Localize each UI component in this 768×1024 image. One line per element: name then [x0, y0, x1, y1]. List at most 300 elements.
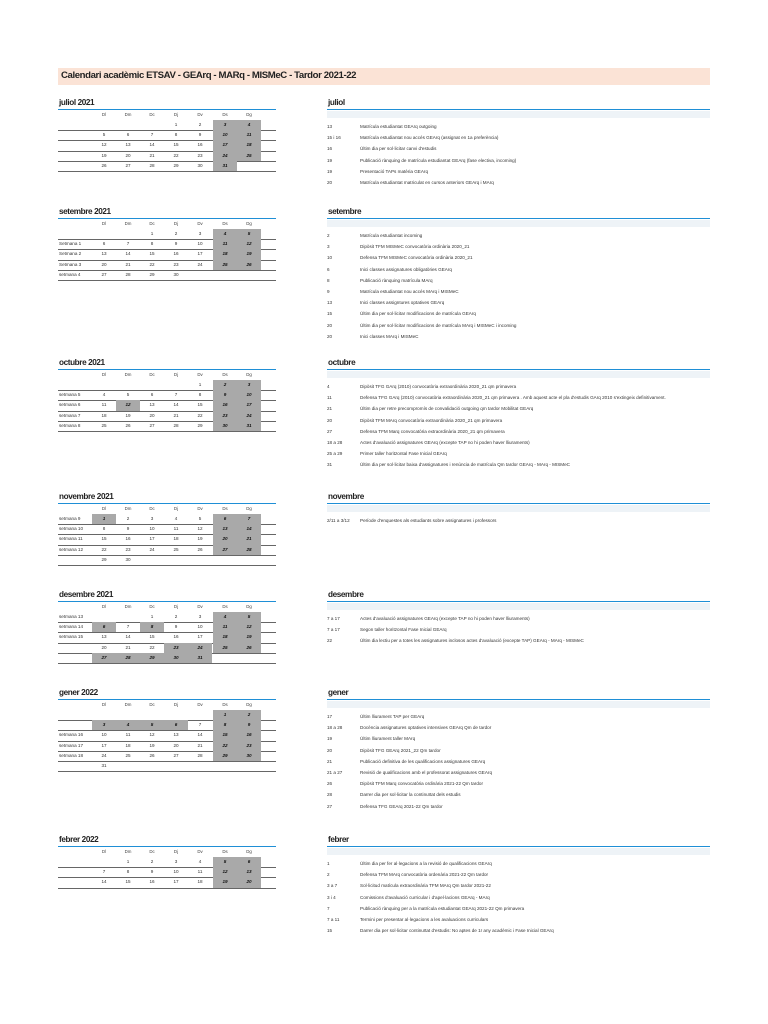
- event-text: Darrer dia per sol·licitar la continuïtat dels estudis: [360, 792, 461, 798]
- day-cell: 28: [197, 752, 203, 758]
- day-cell: 8: [174, 132, 178, 138]
- day-cell: 15: [101, 536, 107, 542]
- weekday-header: Dl: [101, 849, 107, 854]
- day-cell: 25: [213, 260, 237, 270]
- day-cell: 1: [174, 122, 178, 127]
- event-row: [327, 231, 717, 242]
- week-row: [58, 421, 276, 432]
- event-date: 9: [327, 289, 330, 294]
- day-cell: 6: [213, 514, 237, 524]
- day-cell: 11: [237, 130, 261, 140]
- day-cell: 14: [101, 879, 107, 885]
- event-row: [327, 393, 717, 404]
- week-label: setmana 8: [59, 422, 81, 428]
- day-cell: 8: [150, 241, 154, 247]
- day-cell: [116, 761, 140, 771]
- day-cell: 19: [125, 412, 131, 418]
- day-cell: 19: [213, 877, 237, 887]
- week-label: setmana 5: [59, 392, 81, 398]
- event-text: Dipòsit TFM MISMeC convocatòria ordinària 2020_21: [360, 244, 470, 250]
- day-cell: 23: [197, 152, 203, 158]
- event-row: [327, 870, 717, 881]
- weekday-header: Ds: [222, 702, 228, 707]
- event-row: [327, 460, 717, 471]
- event-row: [327, 253, 717, 264]
- day-cell: 4: [116, 720, 140, 730]
- day-cell: 8: [102, 526, 106, 532]
- day-cell: 19: [197, 536, 203, 542]
- weekday-header: Dl: [101, 221, 107, 226]
- event-row: [327, 427, 717, 438]
- day-cell: 8: [140, 622, 164, 632]
- event-date: 20: [327, 747, 333, 753]
- event-text: Termini per presentar al·legacions a les avaluacions curriculars: [360, 917, 489, 922]
- event-date: 27: [327, 803, 333, 809]
- weekday-header: Dj: [173, 604, 179, 609]
- day-cell: 19: [101, 152, 107, 158]
- weekday-header: Dg: [246, 112, 252, 117]
- day-cell: 9: [237, 720, 261, 730]
- event-text: Publicació definitiva de les qualificacions assignatures GEArq: [360, 758, 486, 764]
- month-events-subrule: [327, 220, 710, 227]
- day-cell: 22: [213, 741, 237, 751]
- day-cell: 29: [213, 751, 237, 761]
- day-cell: 19: [149, 742, 155, 748]
- event-row: [327, 332, 717, 343]
- weekday-header: Dm: [124, 221, 132, 226]
- month-events-subrule: [327, 111, 710, 118]
- day-cell: 29: [197, 422, 203, 428]
- week-label: setmana 16: [59, 732, 84, 738]
- weekday-header: Dm: [124, 112, 132, 117]
- weekday-header-row: [58, 110, 276, 120]
- event-text: Inici classes assigntures optatives GEArq: [360, 300, 445, 306]
- day-cell: 24: [188, 643, 212, 653]
- event-date: 7: [327, 905, 330, 911]
- weekday-header: Dc: [149, 702, 155, 707]
- day-cell: [164, 380, 188, 390]
- day-cell: 26: [237, 643, 261, 653]
- day-cell: 20: [237, 877, 261, 887]
- day-cell: [237, 161, 261, 171]
- month-grid-title: gener 2022: [59, 688, 98, 697]
- day-cell: 27: [213, 545, 237, 555]
- week-label: setmana 18: [59, 752, 84, 758]
- event-row: [327, 122, 717, 133]
- weekday-header: Dv: [197, 604, 203, 609]
- day-cell: 12: [149, 732, 155, 738]
- day-cell: 27: [125, 162, 131, 168]
- event-text: Dipòsit TFM Marq convocatòria ordinària 2021-22 Qm tardor: [360, 781, 483, 787]
- weekday-header: Dg: [246, 372, 252, 377]
- week-label: Setmana 3: [59, 261, 82, 267]
- weekday-header: Dv: [197, 702, 203, 707]
- day-cell: 13: [237, 867, 261, 877]
- day-cell: 26: [237, 260, 261, 270]
- day-cell: 20: [101, 261, 107, 267]
- event-row: [327, 746, 717, 757]
- day-cell: 23: [125, 546, 131, 552]
- day-cell: 11: [213, 622, 237, 632]
- day-cell: 16: [197, 142, 203, 148]
- event-text: Defensa TFM MArq convocatòria ordenària 2021-22 Qm tardor: [360, 872, 489, 878]
- day-cell: 2: [126, 516, 130, 521]
- weekday-header: Dj: [173, 112, 179, 117]
- day-cell: 18: [237, 140, 261, 150]
- weekday-header: Dv: [197, 506, 203, 511]
- month-events-title: octubre: [328, 358, 356, 367]
- day-cell: 13: [101, 634, 107, 640]
- event-text: Últim dia per sol·licitar modificacions de matrícula MArq i MISMeC i incoming: [360, 322, 517, 328]
- day-cell: 20: [125, 152, 131, 158]
- day-cell: 11: [125, 732, 131, 738]
- event-row: [327, 144, 717, 155]
- day-cell: 6: [164, 720, 188, 730]
- day-cell: 18: [173, 536, 179, 542]
- day-cell: 14: [237, 524, 261, 534]
- day-cell: [92, 229, 116, 239]
- day-cell: 11: [213, 239, 237, 249]
- event-row: [327, 625, 717, 636]
- event-text: Últim dia lectiu per a totes les assignatures inclosos actes d'avaluació (excepte TAP) GEArq - MArq - MISMeC: [360, 638, 584, 644]
- day-cell: 16: [237, 730, 261, 740]
- day-cell: 12: [237, 622, 261, 632]
- week-label: setmana 17: [59, 742, 84, 748]
- day-cell: 23: [213, 411, 237, 421]
- day-cell: 22: [149, 261, 155, 267]
- weekday-header: Dv: [197, 221, 203, 226]
- event-text: Publicació rànquing matrícula MArq: [360, 277, 433, 283]
- day-cell: 10: [173, 869, 179, 875]
- week-label: setmana 15: [59, 634, 84, 640]
- week-label: setmana 4: [59, 271, 81, 277]
- day-cell: 1: [126, 859, 130, 864]
- event-text: Matrícula estudiantat incoming: [360, 233, 423, 238]
- event-row: [327, 382, 717, 393]
- weekday-header: Ds: [222, 221, 228, 226]
- event-text: Defensa TFM MISMeC convocatòria ordinària 2020_21: [360, 255, 473, 261]
- event-date: 3 a 7: [327, 883, 338, 889]
- event-text: Últim lliurament TAP per GEArq: [360, 714, 425, 719]
- weekday-header: Dg: [246, 221, 252, 226]
- weekday-header: Dv: [197, 372, 203, 377]
- day-cell: 7: [174, 392, 178, 398]
- weekday-header: Dj: [173, 702, 179, 707]
- day-cell: 30: [213, 421, 237, 431]
- day-cell: 12: [237, 239, 261, 249]
- day-cell: 24: [237, 411, 261, 421]
- event-row: [327, 156, 717, 167]
- day-cell: [92, 857, 116, 867]
- day-cell: 18: [101, 412, 107, 418]
- day-cell: 9: [126, 526, 130, 532]
- event-date: 15: [327, 311, 333, 317]
- event-date: 20: [327, 333, 333, 339]
- weekday-header: Ds: [222, 372, 228, 377]
- day-cell: 5: [102, 132, 106, 138]
- day-cell: 9: [174, 624, 178, 630]
- day-cell: 27: [149, 422, 155, 428]
- event-text: Comissions d'avaluació curricular i d'apel·lacions GEArq - MArq: [360, 894, 490, 900]
- day-cell: 27: [173, 752, 179, 758]
- day-cell: 25: [213, 643, 237, 653]
- event-row: [327, 926, 717, 937]
- day-cell: 30: [125, 556, 131, 562]
- month-events-subrule: [327, 848, 710, 855]
- event-text: Darrer dia per sol·licitar continuïtat d'estudis: No aptes de 1r any acadèmic i Fase Inicial GEArq: [360, 928, 554, 934]
- weekday-header-row: [58, 504, 276, 514]
- day-cell: 30: [164, 653, 188, 663]
- event-row: [327, 614, 717, 625]
- day-cell: 28: [116, 653, 140, 663]
- event-row: [327, 768, 717, 779]
- day-cell: 17: [213, 140, 237, 150]
- event-text: Últim lliurament taller MArq: [360, 736, 416, 742]
- day-cell: 28: [173, 422, 179, 428]
- event-row: [327, 636, 717, 647]
- weekday-header-row: [58, 602, 276, 612]
- day-cell: 20: [213, 534, 237, 544]
- day-cell: [237, 555, 261, 565]
- day-cell: 4: [174, 516, 178, 521]
- week-label: setmana 9: [59, 516, 81, 521]
- event-row: [327, 779, 717, 790]
- day-cell: 5: [198, 516, 202, 521]
- month-events-title: gener: [328, 688, 349, 697]
- day-cell: 7: [102, 869, 106, 875]
- day-cell: 16: [149, 879, 155, 885]
- event-text: Últim dia per sol·licitar baixa d'assignatures i renúncia de matrícula Qm tardor GEArq - MArq - MISMeC: [360, 462, 570, 468]
- day-cell: 4: [213, 612, 237, 622]
- day-cell: 9: [174, 241, 178, 247]
- weekday-header: Dj: [173, 372, 179, 377]
- day-cell: 3: [150, 516, 154, 521]
- weekday-header: Dc: [149, 604, 155, 609]
- day-cell: 17: [197, 251, 203, 257]
- day-cell: 30: [173, 271, 179, 277]
- day-cell: 1: [213, 710, 237, 720]
- event-date: 2/11 a 3/12: [327, 518, 350, 523]
- day-cell: 26: [197, 546, 203, 552]
- day-cell: 13: [149, 402, 155, 408]
- day-cell: 23: [237, 741, 261, 751]
- day-cell: 15: [149, 634, 155, 640]
- day-cell: [140, 120, 164, 130]
- day-cell: 26: [101, 162, 107, 168]
- day-cell: [92, 120, 116, 130]
- month-grid-title: novembre 2021: [59, 492, 114, 501]
- day-cell: 27: [101, 271, 107, 277]
- event-text: Últim dia per sol·licitar modificacions de matrícula GEArq: [360, 311, 476, 317]
- day-cell: 3: [92, 720, 116, 730]
- event-date: 19: [327, 736, 333, 742]
- event-date: 13: [327, 300, 333, 306]
- month-grid-title: juliol 2021: [59, 98, 95, 107]
- day-cell: 10: [197, 241, 203, 247]
- day-cell: 31: [213, 161, 237, 171]
- event-row: [327, 712, 717, 723]
- day-cell: 15: [125, 879, 131, 885]
- day-cell: 10: [213, 130, 237, 140]
- day-cell: 29: [149, 271, 155, 277]
- event-text: Dipòsit TFM MArq convocatòria extraordinària 2020_21 qm primavera: [360, 417, 503, 423]
- day-cell: [92, 612, 116, 622]
- event-row: [327, 893, 717, 904]
- day-cell: [188, 710, 212, 720]
- weekday-header: Dm: [124, 702, 132, 707]
- weekday-header: Dl: [101, 604, 107, 609]
- weekday-header: Dm: [124, 849, 132, 854]
- day-cell: 2: [150, 859, 154, 864]
- weekday-header: Dl: [101, 506, 107, 511]
- event-row: [327, 904, 717, 915]
- event-row: [327, 757, 717, 768]
- day-cell: [213, 270, 237, 280]
- weekday-header: Dj: [173, 221, 179, 226]
- week-row: [58, 270, 276, 281]
- weekday-header: Dj: [173, 849, 179, 854]
- event-row: [327, 178, 717, 189]
- event-date: 19: [327, 157, 333, 163]
- event-date: 2: [327, 872, 330, 878]
- event-date: 20: [327, 417, 333, 423]
- day-cell: 25: [101, 422, 107, 428]
- day-cell: [237, 270, 261, 280]
- day-cell: 19: [237, 632, 261, 642]
- day-cell: [188, 761, 212, 771]
- event-date: 4: [327, 384, 330, 389]
- event-date: 3: [327, 244, 330, 250]
- week-row: [58, 653, 276, 664]
- week-label: setmana 10: [59, 526, 84, 532]
- day-cell: 21: [197, 742, 203, 748]
- weekday-header: Dm: [124, 604, 132, 609]
- day-cell: 14: [149, 142, 155, 148]
- weekday-header-row: [58, 700, 276, 710]
- day-cell: 5: [213, 857, 237, 867]
- weekday-header: Dm: [124, 506, 132, 511]
- event-date: 19: [327, 168, 333, 174]
- day-cell: 5: [126, 392, 130, 398]
- day-cell: 5: [237, 229, 261, 239]
- day-cell: 7: [198, 722, 202, 728]
- day-cell: 12: [116, 400, 140, 410]
- day-cell: 25: [237, 151, 261, 161]
- event-text: Defensa TFG GArq (2010) convocatòria extraordinària 2020_21 qm primavera . Amb aquest acte el pla d'estudis GArq 2010 s'extingeix definitivament.: [360, 395, 666, 401]
- event-text: Matrícula estudiantat GEArq outgoing: [360, 124, 437, 129]
- day-cell: 22: [101, 546, 107, 552]
- day-cell: 30: [197, 162, 203, 168]
- day-cell: 1: [150, 231, 154, 236]
- weekday-header: Dj: [173, 506, 179, 511]
- event-row: [327, 734, 717, 745]
- event-date: 18 a 28: [327, 725, 343, 731]
- event-row: [327, 516, 717, 527]
- day-cell: 21: [149, 152, 155, 158]
- day-cell: 3: [198, 231, 202, 236]
- event-text: Docència assignatures optatives intensives GEArq Qm de tardor: [360, 725, 492, 731]
- day-cell: 11: [101, 402, 107, 408]
- day-cell: 4: [198, 859, 202, 864]
- day-cell: 6: [150, 392, 154, 398]
- event-date: 27: [327, 428, 333, 434]
- event-date: 7 a 17: [327, 627, 340, 633]
- day-cell: [116, 229, 140, 239]
- day-cell: [92, 710, 116, 720]
- weekday-header: Dl: [101, 702, 107, 707]
- month-events-title: novembre: [328, 492, 364, 501]
- day-cell: 15: [213, 730, 237, 740]
- event-row: [327, 802, 717, 813]
- month-events-title: setembre: [328, 207, 362, 216]
- day-cell: 1: [198, 382, 202, 387]
- day-cell: 8: [126, 869, 130, 875]
- day-cell: 21: [237, 534, 261, 544]
- weekday-header: Dc: [149, 221, 155, 226]
- day-cell: 14: [125, 634, 131, 640]
- day-cell: 28: [125, 271, 131, 277]
- event-text: Període d'enquestes als estudiants sobre assignatures i professors: [360, 518, 497, 523]
- event-date: 16: [327, 146, 333, 152]
- week-label: setmana 11: [59, 536, 83, 542]
- day-cell: 5: [140, 720, 164, 730]
- day-cell: 24: [213, 151, 237, 161]
- day-cell: 2: [174, 614, 178, 619]
- day-cell: 13: [213, 524, 237, 534]
- day-cell: 10: [197, 624, 203, 630]
- event-date: 22: [327, 638, 333, 644]
- week-row: [58, 555, 276, 566]
- day-cell: 20: [101, 644, 107, 650]
- weekday-header: Dg: [246, 702, 252, 707]
- day-cell: 15: [197, 402, 203, 408]
- day-cell: 20: [149, 412, 155, 418]
- day-cell: 7: [126, 241, 130, 247]
- day-cell: 28: [237, 545, 261, 555]
- weekday-header: Dm: [124, 372, 132, 377]
- event-text: Primer taller horitzontal Fase Inicial GEArq: [360, 451, 447, 457]
- weekday-header-row: [58, 370, 276, 380]
- month-events-title: febrer: [328, 835, 349, 844]
- month-events-subrule: [327, 371, 710, 378]
- event-text: Segon taller horitzontal Fase Inicial GEArq: [360, 627, 447, 633]
- weekday-header-row: [58, 219, 276, 229]
- event-text: Inici classes assignatures obligatòries GEArq: [360, 266, 452, 272]
- weekday-header: Ds: [222, 112, 228, 117]
- day-cell: 23: [173, 261, 179, 267]
- day-cell: 4: [102, 392, 106, 398]
- month-events-subrule: [327, 505, 710, 512]
- day-cell: 16: [173, 251, 179, 257]
- day-cell: 10: [149, 526, 155, 532]
- weekday-header: Dv: [197, 849, 203, 854]
- weekday-header: Dg: [246, 506, 252, 511]
- day-cell: 15: [149, 251, 155, 257]
- day-cell: [140, 710, 164, 720]
- day-cell: 14: [173, 402, 179, 408]
- day-cell: 12: [197, 526, 203, 532]
- event-text: Sol·licitud matícula extraordinària TFM MArq Qm tardor 2021-22: [360, 883, 491, 889]
- event-row: [327, 321, 717, 332]
- event-date: 15: [327, 928, 333, 934]
- document-title: Calendari acadèmic ETSAV - GEArq - MARq - MISMeC - Tardor 2021-22: [61, 70, 357, 81]
- day-cell: 6: [237, 857, 261, 867]
- day-cell: 17: [173, 879, 179, 885]
- weekday-header: Dl: [101, 112, 107, 117]
- day-cell: 3: [198, 614, 202, 619]
- event-text: Últim dia per retre precompromís de convalidació outgoing qm tardor Mobilitat GEArq: [360, 406, 534, 412]
- day-cell: 7: [237, 514, 261, 524]
